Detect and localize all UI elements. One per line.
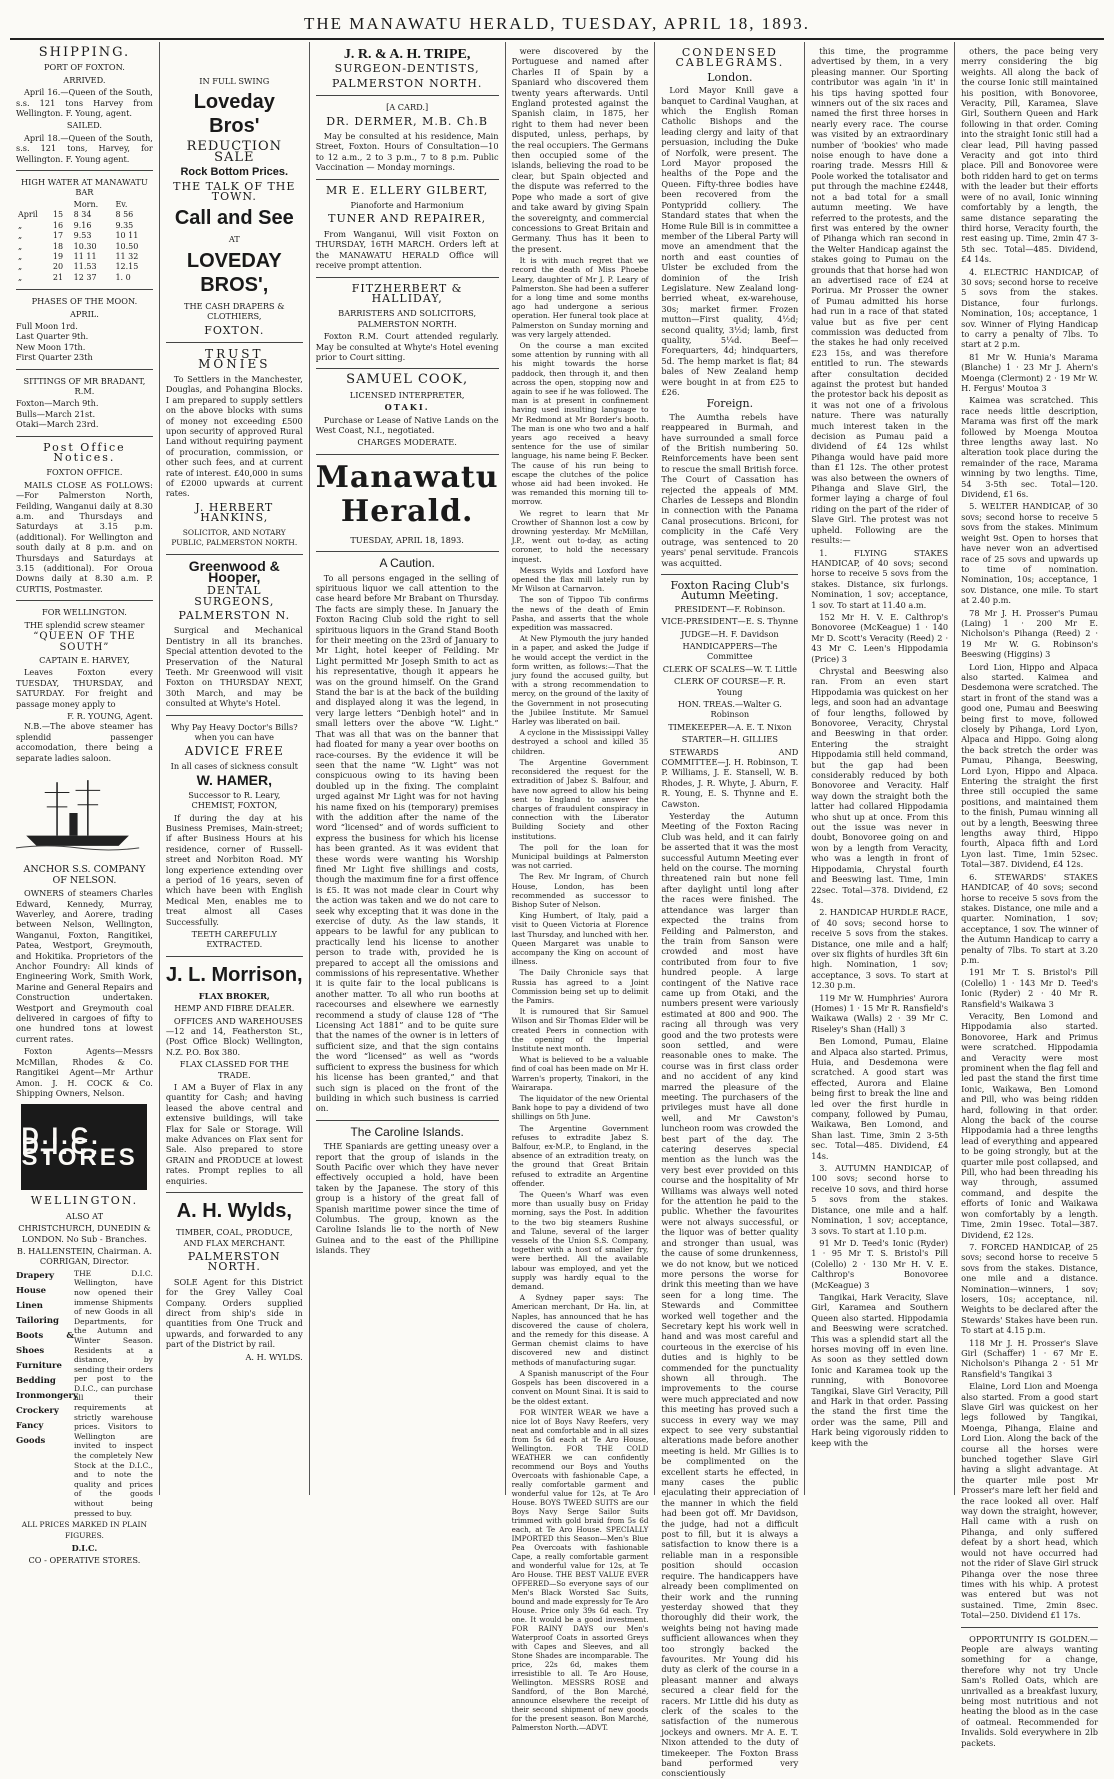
official: STARTER—H. GILLIES: [681, 734, 778, 745]
tide-cell: 11 11: [73, 251, 97, 261]
steamer-text: THE splendid screw steamer: [24, 619, 145, 630]
tide-cell: „: [18, 262, 23, 272]
steamer-name: “QUEEN OF THE SOUTH”: [33, 631, 136, 653]
timber: TIMBER, COAL, PRODUCE, AND FLAX MERCHANT.: [175, 1227, 293, 1248]
tide-title: HIGH WATER AT MANAWATU BAR: [21, 177, 148, 198]
divider: [166, 342, 303, 343]
hankins: J. HERBERT HANKINS,: [195, 500, 274, 525]
race-7-text: Elaine, Lord Lion and Moenga also started. From a good start Slave Girl was quickest on her legs followed by Tangikai, Moenga, Pihanga, Elaine and Lord Lion. Along the back of the course all the horses were bunched together Slave Girl having a slight advantage. At the quarter mile post Mr Prosser's mare left her field and the race looked all over. Half way down the straight, however, Hall came with a rush on Pihanga, and only suffered defeat by a short head, which would not have occurred had not the rider of Slave Girl struck Pihanga over the nose three times with his whip. A protest was entered but was not sustained. Time, 2min 8sec. Total—250. Dividend £1 17s.: [961, 1381, 1098, 1621]
tide-cell: 17: [52, 231, 64, 241]
divider: [16, 289, 153, 290]
tide-cell: 10.30: [73, 241, 97, 251]
race-4-text: Kaimea was scratched. This race needs little description, Marama was first off the mark followed by Moenga Moutoa three lengths away last. No alteration took place during the remainder of the race, Marama winning by two lengths. Time, 54 3-5th sec. Total—120. Dividend, £1 6s.: [961, 395, 1098, 500]
sittings-line: Foxton—March 9th.: [16, 398, 99, 409]
stewards: STEWARDS AND COMMITTEE—J. H. Robinson, T. P. Williams, J. E. Stansell, W. B. Rhodes, J. R. Whyte, J. Aburn, F. R. Young, E. S. Thynne and E. Cawston.: [661, 746, 799, 809]
offices: OFFICES AND WAREHOUSES—12 and 14, Featherston St., (Post Office Block) Wellington, N.Z. P.O. Box 380.: [165, 1015, 303, 1057]
tide-head-cell: Ev.: [115, 199, 128, 209]
why-pay: Why Pay Heavy Doctor's Bills? when you can have: [170, 721, 298, 743]
loveday-title: Loveday Bros': [193, 91, 275, 138]
port-heading: PORT OF FOXTON.: [44, 62, 125, 73]
tide-row: [16, 252, 153, 262]
news-item: The liquidator of the new Oriental Bank hope to pay a dividend of two shillings on 5th June.: [511, 1094, 649, 1122]
divider: [16, 369, 153, 370]
at: AT: [228, 234, 240, 245]
hamer-sub: Successor to R. Leary, CHEMIST, FOXTON,: [188, 789, 281, 811]
divider: [316, 179, 499, 180]
official: CLERK OF COURSE—F. R. Young: [673, 676, 786, 697]
divider: [316, 368, 499, 369]
news-item: Messrs Wylds and Loxford have opened the flax mill lately run by Mr Wilson at Carnarvon.: [511, 565, 649, 594]
race-6-text: Veracity, Ben Lomond and Hippodamia also started. Bonovoree, Hark and Primus were scratched. Hippodamia and Veracity were most prominent when the flag fell and led past the stand the first time Ionic, Waikawa, Ben Lomond and Pill, who was being ridden hard, following in that order. Along the back of the course Hippodamia had a three lengths lead of everything and appeared to be going strongly, but at the quarter mile post collapsed, and Pill, who had been threading his way through, assumed command, and despite the efforts of Ionic and Waikawa won comfortably by a length. Time, 2min 19sec. Total—387. Dividend, £2 12s.: [961, 1010, 1098, 1240]
news-item: The Queen's Wharf was even more than usually busy on Friday morning, says the Post. In addition to the two big steamers Rushine and Talune, several of the larger vessels of the Union S.S. Company, together with a host of smaller fry, were berthed. All the available labour was employed, and yet the supply was hardly equal to the demand.: [511, 1190, 649, 1292]
caroline-title: The Caroline Islands.: [350, 1124, 464, 1139]
dermer: DR. DERMER, M.B. Ch.B: [326, 114, 488, 128]
interpreter: LICENSED INTERPRETER,: [349, 389, 465, 400]
also-at: ALSO AT: [65, 1210, 104, 1221]
race-2: 2. HANDICAP HURDLE RACE, of 40 sovs; second horse to receive 5 sovs from the stakes. Distance, one mile and a half; over six flights of hurdles 3ft 6in high. Nomination, 1 sov; acceptance, 3 sovs. To start at 12.30 p.m.: [811, 907, 949, 991]
race-5: 5. WELTER HANDICAP, of 30 sovs; second horse to receive 5 sovs from the stakes. Minimum weight 9st. Open to horses that have never won an advertised race of 25 sovs and upwards up to time of nomination. Nomination, 10s; acceptance, 1 sov. Distance, one mile. To start at 2.40 p.m.: [961, 501, 1098, 606]
tide-cell: 9.16: [73, 220, 92, 230]
tide-cell: 11.53: [73, 262, 97, 272]
gilbert: MR E. ELLERY GILBERT,: [325, 183, 489, 197]
news-item: The Argentine Government reconsidered the request for the extradition of Jabez S. Balfour, and have now agreed to allow his being sent to England to answer the charges of fraudulent conspiracy in connection with the Liberator Building Society and other institutions.: [511, 757, 649, 841]
loveday-bros: LOVEDAY BROS',: [186, 249, 282, 296]
tide-cell: 10.50: [115, 241, 139, 251]
shipping-title: SHIPPING.: [38, 45, 131, 60]
article: were discovered by the Portuguese and named after Charles II of Spain by a Spaniard who discovered them twenty years afterwards. Until England protested against the Spanish claim, in 1875, her right to them had never been disputed, unless, perhaps, by the real occupiers. The Germans then occupied some of the islands, believing the road to be clear, but Spain objected and the dispute was referred to the Pope who made a sort of give and take award by giving Spain the sovereignty, and commercial concessions to Great Britain and Germany. Thus has it been to the present.: [511, 46, 649, 254]
column-7: [955, 42, 1104, 1748]
flax-broker: FLAX BROKER,: [198, 990, 270, 1001]
news-item: A Spanish manuscript of the Four Gospels has been discovered in a convent on Mount Sinai. It is said to be the oldest extant.: [511, 1368, 649, 1406]
flax-text: I AM a Buyer of Flax in any quantity for Cash; and having leased the above central and extensive buildings, will take Flax for Sale or Storage. Will make Advances on Flax sent for Sale. Also prepared to store GRAIN and PRODUCE at lowest rates. Prompt replies to all enquiries.: [165, 1082, 303, 1186]
agent: F. R. YOUNG, Agent.: [67, 710, 153, 721]
official: VICE-PRESIDENT—E. S. Thynne: [661, 616, 799, 627]
tide-cell: 15: [52, 210, 64, 220]
department-item: Ironmongery: [16, 1390, 78, 1401]
tide-cell: 9.35: [115, 220, 134, 230]
surgeon-dentists: SURGEON-DENTISTS,: [334, 62, 480, 76]
foxton: FOXTON.: [204, 323, 265, 337]
race-5-text: Lord Lion, Hippo and Alpaca also started. Kaimea and Desdemona were scratched. The start in front of the stand was a good one, Pumau and Beeswing being first to move, followed closely by Pihanga, Lord Lyon, Alpaca and Hippo. Going along the back stretch the order was Pumau, Pihanga, Beeswing, Lord Lyon, Hippo and Alpaca. Entering the straight the first three still occupied the same positions, and maintained them to the finish, Pumau winning all out by a length, Beeswing three lengths away third, Hippo fourth, Alpaca fifth and Lord Lyon last. Time, 1min 52sec. Total—387. Dividend, £4 12s.: [961, 661, 1098, 870]
news-item: A cyclone in the Mississippi Valley destroyed a school and killed 35 children.: [511, 728, 649, 756]
official: TIMEKEEPER—A. E. T. Nixon: [668, 721, 792, 732]
wylds: A. H. Wylds,: [176, 1200, 292, 1223]
sittings-line: Bulls—March 21st.: [16, 408, 96, 419]
tide-cell: 18: [52, 241, 64, 251]
race-7: 7. FORCED HANDICAP, of 25 sovs; second horse to receive 5 sovs from the stakes. Distance, one mile and a distance. Nomination—winners, 1 sov; losers, 10s; acceptance, nil. Weights to be declared after the Stewards' Stakes have been run. To start at 4.15 p.m.: [961, 1241, 1098, 1336]
drapers: THE CASH DRAPERS & CLOTHIERS,: [184, 300, 285, 322]
race-report: Yesterday the Autumn Meeting of the Foxton Racing Club was held, and it can fairly be asserted that it was the most successful Autumn Meeting ever held on the course. The morning threatened rain but none fell after daylight until long after the races were finished. The attendance was larger than expected the trains from Feilding and Palmerston, and the train from Sanson were crowded and most have contributed from four to five hundred people. A large contingent of the Native race came up from Otaki, and the numbers present were variously estimated at 800 and 900. The racing all through was very good and the two protests were soon settled, and were reasonable ones to make. The course was in first class order and no accident of any kind marred the pleasure of the meeting. The purchasers of the privileges must have all done well, and Mr Cawston's luncheon room was crowded the best part of the day. The catering deserves special mention as the lunch was the very best ever provided on this course and the hospitality of Mr Williams was always well noted for the attention he paid to the public. Whether the favourites were not always successful, or the liquor was of better quality and stronger than usual, was the cause of some drunkenness, we do not know, but we noticed more persons the worse for drink this meeting than we have seen for a long time. The Stewards and Committee worked well together and the Secretary kept his work well in hand and was most careful and courteous in the exercise of his duties and is highly to be commended for the punctuality shown all through. The improvements to the course were much appreciated and now this meeting has proved such a success in every way we may expect to see very substantial alterations made before another meeting is held. Mr Gillies is to be complimented on the excellent starts he effected, in many cases the public ejaculating their appreciation of the manner in which the field had been got off. Mr Davidson, the judge, had not a difficult post to fill, but it is always a satisfaction to know there is a reliable man in a responsible position should occasion require. The handicappers have already been complimented on their work and the running yesterday showed that they thoroughly did their work, the weights being not having made sufficient allowances when they too strongly backed the favourites. Mr Young did his duty as clerk of the course in a pleasant manner and always secured a clear field for the racers. Mr Little did his duty as clerk of the scales to the satisfaction of the numerous jockeys and owners. Mr A. E. T. Nixon attended to the duty of timekeeper. The Foxton Brass band performed very conscientiously: [661, 811, 799, 1779]
divider: [166, 1192, 303, 1193]
column-3: [310, 42, 506, 1495]
tide-table: [16, 200, 153, 283]
greenwood: Greenwood & Hooper,: [188, 558, 280, 585]
column-2: [160, 42, 310, 1495]
post-office-text: MAILS CLOSE AS FOLLOWS:—For Palmerston North, Feilding, Wanganui daily at 8.30 a.m. and Thursdays and Saturdays at 3.15 p.m. (additional). For Wellington and south daily at 8 p.m. and on Thursdays and Saturdays at 3.15 (additional). For Oroua Downs daily at 8.30 a.m. P. CURTIS, Postmaster.: [16, 479, 153, 594]
dermer-text: May be consulted at his residence, Main Street, Foxton. Hours of Consultation—10 to 12 a.m., 2 to 3 p.m., 7 to 8 p.m. Public Vaccination — Monday mornings.: [315, 131, 499, 173]
race-1: 1. FLYING STAKES HANDICAP, of 40 sovs; second horse to receive 5 sovs from the stakes. Distance, six furlongs. Nomination, 1 sov; acceptance, 1 sov. To start at 11.40 a.m.: [811, 547, 949, 610]
dic-departments: [16, 1269, 153, 1518]
tripe: J. R. & A. H. TRIPE,: [343, 47, 471, 62]
coop: CO - OPERATIVE STORES.: [28, 1555, 141, 1566]
nb-text: N.B.—The above steamer has splendid passenger accomodation, there being a separate ladies saloon.: [16, 721, 153, 763]
race-4: 4. ELECTRIC HANDICAP, of 30 sovs; second horse to receive 5 sovs from the stakes. Distance, four furlongs. Nomination, 10s; acceptance, 1 sov. Winner of Flying Handicap to carry a penalty of 7lbs. To start at 2 p.m.: [961, 266, 1098, 350]
rock-bottom: Rock Bottom Prices.: [180, 166, 289, 179]
anchor-agents: Foxton Agents—Messrs McMillan, Rhodes & Co. Rangitikei Agent—Mr Arthur Amon. J. H. COCK & Co. Shipping Owners, Nelson.: [16, 1046, 153, 1098]
department-item: Fancy Goods: [16, 1420, 46, 1446]
advertisements: FOR WINTER WEAR we have a nice lot of Boys Navy Reefers, very neat and comfortable and in all sizes from 5s 6d each at Te Aro House, Wellington. FOR THE COLD WEATHER we can confidently recommend our Boys and Youths Overcoats with fashionable Cape, a really comfortable garment and wonderful value for 12s, at Te Aro House. BOYS TWEED SUITS are our Boys Navy Serge Sailor Suits trimmed with gold braid from 5s 6d each, at Te Aro House. SPECIALLY IMPORTED this Season—Men's Blue Pea Overcoats with fashionable Cape, a really comfortable garment and wonderful value for 12s, at Te Aro House. THE BEST VALUE EVER OFFERED—So everyone says of our Men's Black Worsted Sac Suits, bound and made expressly for Te Aro House. Price only 39s 6d each. Try one. It would be a good investment. FOR RAINY DAYS our Men's Waterproof Coats in assorted Greys with Capes and Sleeves, and all Stone Shades are incomparable. The price, 22s 6d, makes them irresistible to all. Te Aro House, Wellington. MESSRS ROSE and Sandford, of the Bon Marché, announce elsewhere the receipt of their second shipment of new goods for the present season. Bon Marché, Palmerston North.—ADVT.: [511, 1407, 649, 1732]
tide-header-row: [16, 200, 153, 210]
department-item: Furniture: [16, 1360, 62, 1371]
department-item: Bedding: [16, 1375, 56, 1386]
hamer-text: If during the day at his Business Premises, Main-street; if after Business Hours at his residence, corner of Russell-street and Norbiton Road. MY long experience extending over a period of 16 years, seven of which have been with English Medical Men, enables me to treat almost all Cases Successfully.: [165, 812, 303, 927]
news-item: We regret to learn that Mr Crowther of Shannon lost a cow by drowning yesterday. Mr McMillan, J.P., went out to-day, as acting coroner, to hold the necessary inquest.: [511, 508, 649, 564]
trust-text: To Settlers in the Manchester, Douglas, and Pohangina Blocks. I am prepared to supply settlers on the above blocks with sums of money not exceeding £500 upon security of approved Rural Land without requiring payment of procuration, commission, or other such fees, and at current rate of interest. £40,000 in sums of £2000 upwards at current rates.: [165, 373, 303, 499]
news-item: The Daily Chronicle says that Russia has agreed to a Joint Commission being set up to delimit the Pamirs.: [511, 968, 649, 1005]
news-item: At New Plymouth the jury handed in a paper, and asked the Judge if he would accept the verdict in the form written, as follows:—That the jury found the accused guilty, but with a strong recommendation to mercy, on the ground of the laxity of the Government in not prosecuting the Jubilee Institute. Mr Samuel Harley was liberated on bail.: [511, 634, 649, 727]
column-6: [805, 42, 955, 1495]
divider: [316, 95, 499, 96]
london-heading: London.: [707, 70, 753, 84]
department-item: Drapery: [16, 1270, 55, 1281]
london-text: Lord Mayor Knill gave a banquet to Cardinal Vaughan, at which the English Roman Catholic Bishops and the leading clergy and laity of that persuasion, including the Duke of Norfolk, were present. The Lord Mayor proposed the healths of the Pope and the Queen. Fifty-three bodies have been recovered from the Pontypridd colliery. The Standard states that when the Home Rule Bill is in committee a member of the Liberal Party will move an amendment that the north and east counties of Ulster be excluded from the dominion of the Irish Legislature. New Zealand long-berried wheat, ex-warehouse, 30s; market firmer. Frozen mutton—First quality, 4½d; second quality, 3½d; lamb, first quality, 5¼d. Beef—Forequarters, 4d; hindquarters, 5d. The hemp market is flat; 84 bales of New Zealand hemp were bought in at from £25 to £26.: [661, 85, 799, 397]
tide-cell: „: [18, 220, 23, 230]
sittings-title: SITTINGS OF MR BRADANT, R.M.: [23, 375, 146, 396]
news-item: The Rev. Mr Ingram, of Church House, London, has been recommended as successor to Bishop Suter of Nelson.: [511, 872, 649, 909]
opportunity-ad: OPPORTUNITY IS GOLDEN.—People are always wanting something for a change, therefore why not try Uncle Sam's Rolled Oats, which are unrivalled as a breakfast luxury, being most nutritious and not heating the blood as in the case of oatmeal. Recommended for Invalids. Sold everywhere in 2lb packets.: [961, 1633, 1098, 1748]
news-item: It is rumoured that Sir Samuel Wilson and Sir Thomas Elder will be created Peers in connection with the opening of the Imperial Institute next month.: [511, 1007, 649, 1053]
fitzherbert: FITZHERBERT & HALLIDAY,: [351, 281, 463, 305]
news-item: It is with much regret that we record the death of Miss Phoebe Leary, daughter of Mr J. P. Leary of Palmerston. She had been a sufferer for a long time and some months ago had undergone a serious operation. Her funeral took place at Palmerston on Sunday morning and was very largely attended.: [511, 256, 649, 339]
caution-text: To all persons engaged in the selling of spirituous liquor we call attention to the case heard before Mr Brabant on Thursday. The facts are simply these. In January the Foxton Racing Club sold the right to sell spirituous liquors in the Grand Stand Booth for their meeting on the 23rd of January to Mr Light, hotel keeper of Feilding. Mr Light permitted Mr Joseph Smith to act as his representative, though it appears he was on the ground himself. On the Grand Stand the bar is at the back of the building and displayed along it was the legend, in very large letters “Denbigh hotel” and in small letters over the above “W. Light.” That was all that was on the banner that had floated for many a year over booths on race-courses. By the evidence it will be seen that the name “W. Light” was not conspicuous owing to its having been doubled up in the fixing. The complaint urged against Mr Light was for not having his name fixed on his (temporary) premises with the addition after the name of the word “licensed” and of words sufficient to express the business for which his license has been granted. As it was evident that these words were wanting his Worship fined Mr Light five shillings and costs, though the maximum fine for a first offence is £5. It was not made clear in Court why the action was taken and we do not care to seek why excepting that it was done in the exercise of duty. As the law stands, it appears to be lawful for any publican to practically lend his license to another person to trade with, provided he is prepared to accept all the omissions and commissions of his representative. Whether it is quite fair to the local publicans is another matter. To all who run booths at racecourses and elsewhere we earnestly recommend a study of clause 128 of “The Licensing Act 1881” and to be quite sure that the names of the owner is in letters of sufficient size, and that the sign contains the word “licensed” as well as “words sufficient to express the business for which his license has been granted,” and that such sign is placed on the front of the building in which such business is carried on.: [315, 572, 499, 1114]
arrived-text: April 16.—Queen of the South, s.s. 121 tons Harvey from Wellington. F. Young, agent.: [16, 87, 153, 119]
divider: [961, 1627, 1098, 1628]
palm-north: PALMERSTON NORTH.: [331, 76, 483, 90]
race-3: 3. AUTUMN HANDICAP, of 100 sovs; second horse to receive 10 sovs, and third horse 5 sovs from the stakes. Distance, one mile and a half. Nomination, 1 sov; acceptance, 3 sovs. To start at 1.10 p.m.: [811, 1163, 949, 1236]
department-item: House Linen: [16, 1285, 47, 1311]
tide-head-cell: [16, 200, 51, 210]
hemp-dealer: HEMP AND FIBRE DEALER.: [174, 1003, 295, 1014]
wylds-sign: A. H. WYLDS.: [245, 1351, 303, 1362]
hamer: W. HAMER,: [196, 772, 273, 789]
fitz-text: Foxton R.M. Court attended regularly. May be consulted at Whyte's Hotel evening prior to Court sitting.: [315, 331, 499, 362]
race-1-text: Chrystal and Beeswing also ran. From an even start Hippodamia was quickest on her legs, and soon had an advantage of four lengths, followed by Bonovoree, Veracity, Chrystal and Beeswing in that order. Entering the straight Hippodamia still held command, but the gap had been considerably reduced by both Bonovoree and Veracity. Half way down the straight both the latter had collared Hippodamia who shut up at once. From this out the issue was never in doubt, Bonovoree going on and won by a length from Veracity, who was a length in front of Hippodamia, Chrystal fourth and Beeswing last. Time, 1min 22sec. Total—378. Dividend, £2 4s.: [811, 665, 949, 905]
caution-title: A Caution.: [379, 556, 435, 571]
tide-head-cell: Morn.: [73, 199, 99, 209]
paper-title: Manawatu Herald.: [315, 459, 499, 529]
dental-surgeons: DENTAL SURGEONS,: [194, 584, 275, 608]
palmerston-north: PALMERSTON NORTH.: [187, 1249, 281, 1274]
flax-classed: FLAX CLASSED FOR THE TRADE.: [179, 1059, 289, 1080]
branches: CHRISTCHURCH, DUNEDIN & LONDON. No Sub - Branches.: [18, 1223, 151, 1244]
tide-cell: „: [18, 272, 23, 282]
ship-illustration: [16, 771, 139, 855]
cook-text: Purchase or Lease of Native Lands on the West Coast, N.I., negotiated.: [315, 414, 499, 435]
masthead: THE MANAWATU HERALD, TUESDAY, APRIL 18, 1893.: [10, 10, 1104, 40]
samuel-cook: SAMUEL COOK,: [346, 372, 469, 388]
divider: [16, 436, 153, 437]
caroline-text: THE Spaniards are getting uneasy over a report that the group of islands in the South Pacific over which they have never effectively occupied a hold, have been taken by the Japanese. The story of this group is a history of the great fall of Spanish maritime power since the time of Columbus. The group, known as the Caroline Islands lie to the north of New Guinea and to the east of the Phillipine islands. They: [315, 1141, 499, 1256]
talk-of-town: THE TALK OF THE TOWN.: [173, 179, 296, 204]
tide-cell: 8 56: [115, 210, 134, 220]
official: HON. TREAS.—Walter G. Robinson: [677, 698, 782, 720]
race-report-cont: this time, the programme advertised by them, in a very pleasing manner. Our Sporting contributor was again 'in it' in his tips having spotted four winners out of the six races and named the first three horses in nearly every race. The course was visited by an extraordinary number of 'bookies' who made noise enough to have done a roaring trade. Messrs Hill & Poole worked the totalisator and put through the machine £2448, not a bad total for a small autumn meeting. We have referred to the protests, and the first was entered by the owner of Pihanga which ran second in the Welter Handicap against the stakes going to Pumau on the grounds that that horse had won an advertised race of £24 at Porirua. Mr Prosser the owner of Pumau admitted his horse had run in a race of that stated value but as five per cent commission was deducted from the stakes he had only received £23 15s, and was therefore entitled to run. The stewards after consultation decided against the protest but handed the protestor back his deposit as it was not one of a frivolous nature. There was naturally much interest taken in the decision as Pumau paid a dividend of £4 12s whilst Pihanga would have paid more than £1 12s. The other protest was also between the owners of Pihanga and Slave Girl, the former laying a charge of foul riding on the part of the rider of Slave Girl. The protest was not upheld. Following are the results:—: [811, 46, 949, 546]
tide-cell: 20: [52, 262, 64, 272]
wellington-city: WELLINGTON.: [30, 1194, 139, 1208]
tuner-text: From Wanganui, Will visit Foxton on THURSDAY, 16TH MARCH. Orders left at the MANAWATU HERALD Office will receive prompt attention.: [315, 228, 499, 271]
tide-cell: 19: [52, 251, 64, 261]
moon-line: Last Quarter 9th.: [16, 331, 89, 342]
race-5-results: 78 Mr J. H. Prosser's Pumau (Laing) 1 · 200 Mr E. Nicholson's Pihanga (Reed) 2 · 19 Mr W. G. Robinson's Beeswing (Higgins) 3: [961, 607, 1098, 660]
department-list: [16, 1269, 78, 1518]
divider: [166, 715, 303, 716]
foxton-racing-title: Foxton Racing Club's Autumn Meeting.: [670, 578, 790, 603]
moon-line: Full Moon 1rd.: [16, 320, 78, 331]
managers: B. HALLENSTEIN, Chairman. A. CORRIGAN, Director.: [16, 1245, 152, 1267]
advice-sub: In all cases of sickness consult: [170, 760, 298, 771]
race-2-results: 119 Mr W. Humphries' Aurora (Homes) 1 · 15 Mr R. Ransfield's Waikawa (Walls) 2 · 39 Mr C. Riseley's Shan (Hall) 3: [811, 992, 949, 1034]
a-card: [A CARD.]: [386, 102, 429, 113]
race-1-results: 152 Mr H. V. E. Calthrop's Bonovoree (McKeague) 1 · 140 Mr D. Scott's Veracity (Reed) 2 · 43 Mr C. Leen's Hippodamia (Price) 3: [811, 611, 949, 664]
department-item: Boots & Shoes: [16, 1330, 74, 1356]
sailed-text: April 18.—Queen of the South, s.s. 121 tons, Harvey, for Wellington. F. Young agent.: [16, 132, 153, 164]
dic-logo: D.I.C. D.I.C. STORES: [21, 1104, 147, 1190]
race-4-results: 81 Mr W. Hunia's Marama (Blanche) 1 · 23 Mr J. Ahern's Moenga (Clermont) 2 · 19 Mr W. H. Fergus' Moutoa 3: [961, 351, 1098, 393]
tide-cell: 16: [52, 220, 64, 230]
arrived-label: ARRIVED.: [63, 74, 106, 85]
race-2-text: Ben Lomond, Pumau, Elaine and Alpaca also started. Primus, Huia, and Desdemona were scratched. A good start was effected, Aurora and Elaine being first to break the line and led over the first hurdle in company, followed by Pumau, Waikawa, Ben Lomond, and Shan last. Time, 3min 2 3-5th sec. Total—485. Dividend, £4 14s.: [811, 1036, 949, 1161]
gilbert-sub: Pianoforte and Harmonium: [350, 200, 464, 211]
palmerston: PALMERSTON N.: [178, 609, 291, 622]
race-3-results: 91 Mr D. Teed's Ionic (Ryder) 1 · 95 Mr T. S. Bristol's Pill (Colello) 2 · 130 Mr H. V. E. Calthrop's Bonovoree (McKeague) 3: [811, 1237, 949, 1290]
wellington-title: FOR WELLINGTON.: [42, 607, 127, 618]
charges: CHARGES MODERATE.: [357, 437, 457, 448]
tide-row: [16, 262, 153, 272]
moon-title: PHASES OF THE MOON.: [31, 296, 138, 307]
tide-cell: 12 37: [73, 272, 97, 282]
divider: [16, 600, 153, 601]
divider: [316, 551, 499, 552]
news-item: The Argentine Government refuses to extradite Jabez S. Balfour, ex-M.P., to England, in the absence of an extradition treaty, on the ground that Great Britain refused to extradite an Argentine offender.: [511, 1123, 649, 1188]
sole-agent: SOLE Agent for this District for the Grey Valley Coal Company. Orders supplied direct from ship's side in quantities from One Truck and upwards, and forwarded to any part of the District by rail.: [165, 1276, 303, 1350]
tide-cell: „: [18, 231, 23, 241]
tide-row: [16, 231, 153, 241]
divider: [316, 277, 499, 278]
captain: CAPTAIN E. HARVEY,: [39, 654, 130, 665]
tide-cell: April: [18, 210, 38, 220]
race-7-results: 118 Mr J. H. Prosser's Slave Girl (Schaffer) 1 · 67 Mr E. Nicholson's Pihanga 2 · 51 Mr Ransfield's Tangikai 3: [961, 1337, 1098, 1379]
steamer-body: Leaves Foxton every TUESDAY, THURSDAY, and SATURDAY. For freight and passage money apply to: [16, 667, 153, 709]
sailed-label: SAILED.: [66, 120, 102, 131]
divider: [316, 454, 499, 455]
reduction-sale: REDUCTION SALE: [186, 139, 283, 165]
swing: IN FULL SWING: [199, 76, 270, 86]
condensed-title: CONDENSED CABLEGRAMS.: [675, 46, 785, 70]
moon-line: First Quarter 23th: [16, 352, 93, 363]
hankins-sub: SOLICITOR, AND NOTARY PUBLIC, PALMERSTON NORTH.: [171, 527, 298, 547]
tide-cell: 12.15: [115, 262, 139, 272]
tuner: TUNER AND REPAIRER,: [328, 212, 487, 226]
anchor-title: ANCHOR S.S. COMPANY OF NELSON.: [23, 864, 146, 886]
tide-cell: 8 34: [73, 210, 92, 220]
tide-row: [16, 242, 153, 252]
department-item: Tailoring: [16, 1315, 59, 1326]
post-office-sub: FOXTON OFFICE.: [46, 467, 123, 478]
official: PRESIDENT—F. Robinson.: [674, 603, 786, 614]
column-5: [655, 42, 805, 1779]
tide-row: [16, 221, 153, 231]
official: CLERK OF SCALES—W. T. Little: [662, 663, 797, 674]
tide-cell: 9.53: [73, 231, 92, 241]
column-1: [10, 42, 160, 1566]
otaki: OTAKI.: [384, 402, 430, 413]
tide-cell: „: [18, 251, 23, 261]
post-office-title: Post Office Notices.: [43, 440, 126, 464]
divider: [16, 170, 153, 171]
fitz-sub: BARRISTERS AND SOLICITORS, PALMERSTON NORTH.: [338, 308, 477, 329]
race-3-text: Tangikai, Hark Veracity, Slave Girl, Karamea and Southern Queen also started. Hippodamia and Beeswing were scratched. This was a splendid start all the horses moving off in even line. As soon as they settled down Ionic and Karamea took up the running, with Bonovoree Tangikai, Slave Girl Veracity, Pill and Hark in that order. Passing the stand the first time the order was the same, Pill and Hark being vigorously ridden to keep with the: [811, 1291, 949, 1448]
news-item: A Sydney paper says: The American merchant, Dr Ha. lin, at Naples, has announced that he has discovered the cause of cholera, and the remedy for this disease. A German chemist claims to have discovered new and distinct methods of manufacturing sugar.: [511, 1293, 649, 1367]
tide-cell: 11 32: [115, 251, 139, 261]
dental-text: Surgical and Mechanical Dentistry in all its branches. Special attention devoted to the Preservation of the Natural Teeth. Mr Greenwood will visit Foxton on THURSDAY NEXT, 30th March, and may be consulted at Whyte's Hotel.: [165, 625, 303, 709]
advice-free: ADVICE FREE: [184, 744, 284, 759]
tide-head-cell: [51, 200, 72, 210]
official: JUDGE—H. F. Davidson: [680, 628, 779, 639]
morrison: J. L. Morrison,: [165, 963, 303, 986]
foreign-heading: Foreign.: [706, 397, 754, 411]
news-item: King Humbert, of Italy, paid a visit to Queen Victoria at Florence last Thursday, and lunched with her. Queen Margaret was unable to accompany the King on account of illness.: [511, 911, 649, 967]
dic-text: THE D.I.C. Wellington, have now opened their immense Shipments of new Goods in all Departments, for the Autumn and Winter Season. Residents at a distance, by sending their orders per post to the D.I.C., can purchase all their requirements at strictly warehouse prices. Visitors to Wellington are invited to inspect the completely New Stock at the D.I.C., and to note the quality and prices of the goods without being pressed to buy.: [74, 1268, 153, 1518]
teeth: TEETH CAREFULLY EXTRACTED.: [191, 928, 277, 950]
department-item: Crockery: [16, 1405, 59, 1416]
news-item: The poll for the loan for Municipal buildings at Palmerston was not carried.: [511, 842, 649, 871]
tide-row: [16, 210, 153, 220]
tide-row: [16, 273, 153, 283]
sittings-line: Otaki—March 23rd.: [16, 419, 99, 430]
news-item: The son of Tippoo Tib confirms the news of the death of Emin Pasha, and asserts that the whole expedition was massacred.: [511, 595, 649, 633]
foreign-text: The Aumtha rebels have reappeared in Burmah, and have surrounded a small force of the British numbering 50. Reinforcements have been sent to rescue the small British force. The Court of Cassation has rejected the appeals of MM. Charles de Lesseps and Blondin in connection with the Panama Canal prosecutions. Briconi, for complicity in the Café Very outrage, was sentenced to 20 years' penal servitude. Francois was acquitted.: [661, 411, 799, 568]
trust-monies: TRUST MONIES: [198, 347, 271, 372]
news-item: What is believed to be a valuable find of coal has been made on Mr H. Warren's property, Tinakori, in the Wairarapa.: [511, 1055, 649, 1092]
official: HANDICAPPERS—The Committee: [682, 640, 778, 662]
paper-date: TUESDAY, APRIL 18, 1893.: [350, 534, 464, 545]
race-3-cont: others, the pace being very merry considering the big weights. All along the back of the course Ionic still maintained his position, with Bonovoree, Veracity, Pill, Karamea, Slave Girl, Southern Queen and Hark following in that order. Coming into the straight Ionic still had a clear lead, Pill having passed Veracity and got into third place. Pill and Bonovoree were both ridden hard to get on terms with the leader but their efforts were of no avail, Ionic winning comfortably by a length, the same distance separating the third horse, Veracity fourth, the rest easing up. Time, 2min 47 3-5th sec. Total—485. Dividend, £4 14s.: [961, 46, 1098, 265]
divider: [661, 574, 798, 575]
column-4: [506, 42, 656, 1732]
race-6: 6. STEWARDS' STAKES HANDICAP, of 40 sovs; second horse to receive 5 sovs from the stakes. Distance, one mile and a quarter. Nomination, 1 sov; acceptance, 1 sov. The winner of the Autumn Handicap to carry a penalty of 7lbs. To start at 3.20 p.m.: [961, 871, 1098, 965]
tide-cell: 1. 0: [115, 272, 131, 282]
tide-cell: 10 11: [115, 231, 139, 241]
moon-line: New Moon 17th.: [16, 341, 86, 352]
moon-month: APRIL.: [69, 308, 99, 319]
divider: [166, 554, 303, 555]
call-and-see: Call and See: [174, 207, 294, 230]
tide-cell: 21: [52, 272, 64, 282]
page-columns: [10, 42, 1104, 1779]
divider: [166, 956, 303, 957]
tide-cell: „: [18, 241, 23, 251]
race-6-results: 191 Mr T. S. Bristol's Pill (Colello) 1 · 143 Mr D. Teed's Ionic (Ryder) 2 · 40 Mr R. Ransfield's Waikawa 3: [961, 967, 1098, 1009]
news-item: On the course a man excited some attention by running with all his might towards the horse paddock, then through it, and then across the open, stopping now and again to see if he was followed. The man is at present in confinement having used insulting language to Mr Redmond at Mr Border's booth. The man is one who two and a half years ago received a heavy sentence for the use of similar language, his name being F. Becker. The cause of his run being to escape the clutches of the police whose aid had been invoked. He was remanded this morning till to-morrow.: [511, 340, 649, 507]
anchor-text: OWNERS of steamers Charles Edward, Kennedy, Murray, Waverley, and Aorere, trading between Nelson, Wellington, Wanganui, Foxton, Rangitikei, Patea, Westport, Greymouth, and Hokitika. Proprietors of the Anchor Foundry: All kinds of Engineering Work, Smith Work, Marine and General Repairs and Construction undertaken. Westport and Greymouth coal delivered in cargoes of fifty to one hundred tons at lowest current rates.: [16, 888, 153, 1044]
dic-foot: ALL PRICES MARKED IN PLAIN FIGURES.: [21, 1520, 148, 1540]
dic-sign: D.I.C.: [71, 1543, 98, 1553]
divider: [316, 1120, 499, 1121]
